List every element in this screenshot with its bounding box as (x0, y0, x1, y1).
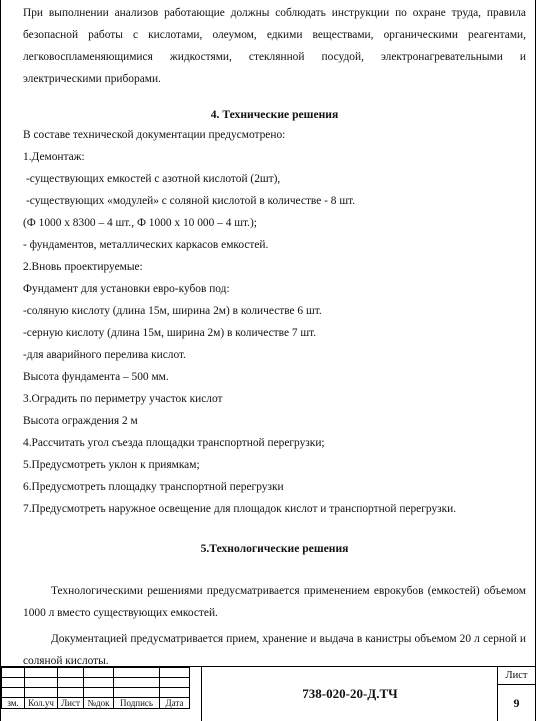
line: - фундаментов, металлических каркасов емкостей. (23, 239, 269, 251)
stamp-col-koluch: Кол.уч (25, 698, 58, 709)
line: 7.Предусмотреть наружное освещение для площадок кислот и транспортной перегрузки. (23, 503, 457, 515)
stamp-col-izm: зм. (2, 698, 25, 709)
title-block (1, 666, 535, 721)
intro-paragraph: При выполнении анализов работающие должны соблюдать инструкции по охране труда, правила безопасной работы с кислотами, олеумом, едкими веществами, органическими реагентами, легковоспламеняющимися жидкостями, стеклянной посудой, электронагревательными и электрическими приборами. (23, 7, 526, 85)
line: Высота ограждения 2 м (23, 415, 138, 427)
line: -серную кислоту (длина 15м, ширина 2м) в количестве 7 шт. (23, 327, 317, 339)
sheet-box (497, 667, 535, 721)
line: В составе технической документации предусмотрено: (23, 129, 286, 141)
line: 2.Вновь проектируемые: (23, 261, 143, 273)
line: Высота фундамента – 500 мм. (23, 371, 169, 383)
tech-paragraph-2: Документацией предусматривается прием, хранение и выдача в канистры объемом 20 л серной и соляной кислоты. (23, 633, 526, 667)
section-4-title: 4. Технические решения (210, 108, 339, 121)
line: -соляную кислоту (длина 15м, ширина 2м) в количестве 6 шт. (23, 305, 322, 317)
sheet-number: 9 (513, 695, 520, 710)
line: -существующих «модулей» с соляной кислотой в количестве - 8 шт. (26, 195, 356, 207)
document-body (23, 0, 526, 672)
stamp-col-data: Дата (160, 698, 190, 709)
section-4-lines (23, 124, 526, 520)
tech-paragraph-1: Технологическими решениями предусматривается применением еврокубов (емкостей) объемом 1000 л вместо существующих емкостей. (23, 585, 526, 619)
line: (Ф 1000 х 8300 – 4 шт., Ф 1000 х 10 000 – 4 шт.); (23, 217, 257, 229)
stamp-col-podpis: Подпись (114, 698, 160, 709)
line: 1.Демонтаж: (23, 151, 85, 163)
line: 6.Предусмотреть площадку транспортной перегрузки (23, 481, 284, 493)
section-5-title: 5.Технологические решения (200, 542, 349, 555)
document-code: 738-020-20-Д.ТЧ (201, 667, 498, 721)
line: 3.Оградить по периметру участок кислот (23, 393, 223, 405)
sheet-label: Лист (498, 667, 535, 685)
line: -существующих емкостей с азотной кислотой (2шт), (26, 173, 281, 185)
line: 4.Рассчитать угол съезда площадки транспортной перегрузки; (23, 437, 325, 449)
stamp-grid (1, 667, 190, 709)
stamp-col-list: Лист (58, 698, 84, 709)
line: -для аварийного перелива кислот. (23, 349, 187, 361)
stamp-col-ndok: №док (84, 698, 114, 709)
line: 5.Предусмотреть уклон к приямкам; (23, 459, 200, 471)
line: Фундамент для установки евро-кубов под: (23, 283, 230, 295)
